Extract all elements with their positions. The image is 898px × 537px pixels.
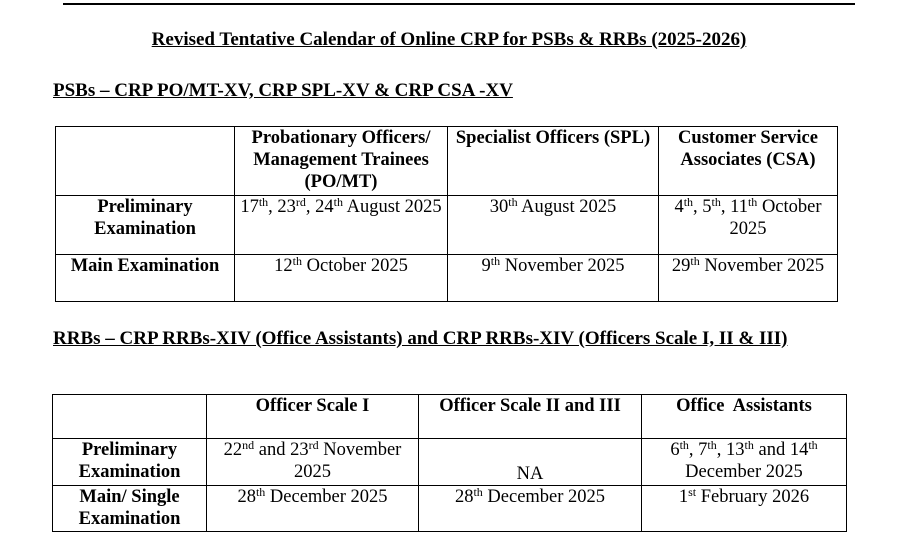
ordinal-suffix: th (711, 195, 721, 209)
ordinal-suffix: rd (295, 195, 306, 209)
table-row (53, 439, 847, 486)
ordinal-suffix: th (683, 195, 694, 209)
date-cell: 1st February 2026 (642, 486, 847, 532)
date-cell: NA (419, 439, 642, 486)
ordinal-suffix: th (679, 438, 689, 452)
ordinal-suffix: th (255, 485, 266, 499)
column-header: Customer Service Associates (CSA) (659, 127, 838, 196)
psb-calendar-table (55, 126, 838, 302)
row-label: Preliminary Examination (53, 439, 207, 486)
column-header: Specialist Officers (SPL) (448, 127, 659, 196)
column-header: Officer Scale I (207, 395, 419, 439)
ordinal-suffix: th (690, 254, 700, 268)
column-header: Officer Scale II and III (419, 395, 642, 439)
ordinal-suffix: rd (308, 438, 319, 452)
date-cell: 12th October 2025 (235, 255, 448, 302)
ordinal-suffix: th (473, 485, 483, 499)
date-cell: 30th August 2025 (448, 196, 659, 255)
rrb-calendar-table (52, 394, 847, 532)
date-cell: 6th, 7th, 13th and 14th December 2025 (642, 439, 847, 486)
row-label: Main/ Single Examination (53, 486, 207, 532)
corner-cell (53, 395, 207, 439)
ordinal-suffix: st (688, 485, 697, 499)
rrb-section-heading: RRBs – CRP RRBs-XIV (Office Assistants) and CRP RRBs-XIV (Officers Scale I, II & III) (53, 328, 788, 349)
top-rule (63, 3, 855, 5)
date-cell: 22nd and 23rd November 2025 (207, 439, 419, 486)
table-row (53, 486, 847, 532)
row-label: Preliminary Examination (56, 196, 235, 255)
ordinal-suffix: th (292, 254, 302, 268)
document-title: Revised Tentative Calendar of Online CRP for PSBs & RRBs (2025-2026) (151, 29, 747, 50)
ordinal-suffix: th (333, 195, 343, 209)
table-header-row (56, 127, 838, 196)
date-cell: 28th December 2025 (207, 486, 419, 532)
date-cell: 4th, 5th, 11th October 2025 (659, 196, 838, 255)
date-cell: 28th December 2025 (419, 486, 642, 532)
row-label: Main Examination (56, 255, 235, 302)
ordinal-suffix: th (707, 438, 717, 452)
table-header-row (53, 395, 847, 439)
ordinal-suffix: nd (242, 438, 255, 452)
ordinal-suffix: th (258, 195, 269, 209)
ordinal-suffix: th (747, 195, 758, 209)
ordinal-suffix: th (490, 254, 501, 268)
psb-section-heading: PSBs – CRP PO/MT-XV, CRP SPL-XV & CRP CSA -XV (53, 80, 513, 101)
column-header: Office Assistants (642, 395, 847, 439)
table-row (56, 255, 838, 302)
column-header: Probationary Officers/ Management Trainees (PO/MT) (235, 127, 448, 196)
corner-cell (56, 127, 235, 196)
date-cell: 17th, 23rd, 24th August 2025 (235, 196, 448, 255)
date-cell: 9th November 2025 (448, 255, 659, 302)
table-row (56, 196, 838, 255)
ordinal-suffix: th (744, 438, 754, 452)
date-cell: 29th November 2025 (659, 255, 838, 302)
ordinal-suffix: th (508, 195, 518, 209)
ordinal-suffix: th (808, 438, 818, 452)
